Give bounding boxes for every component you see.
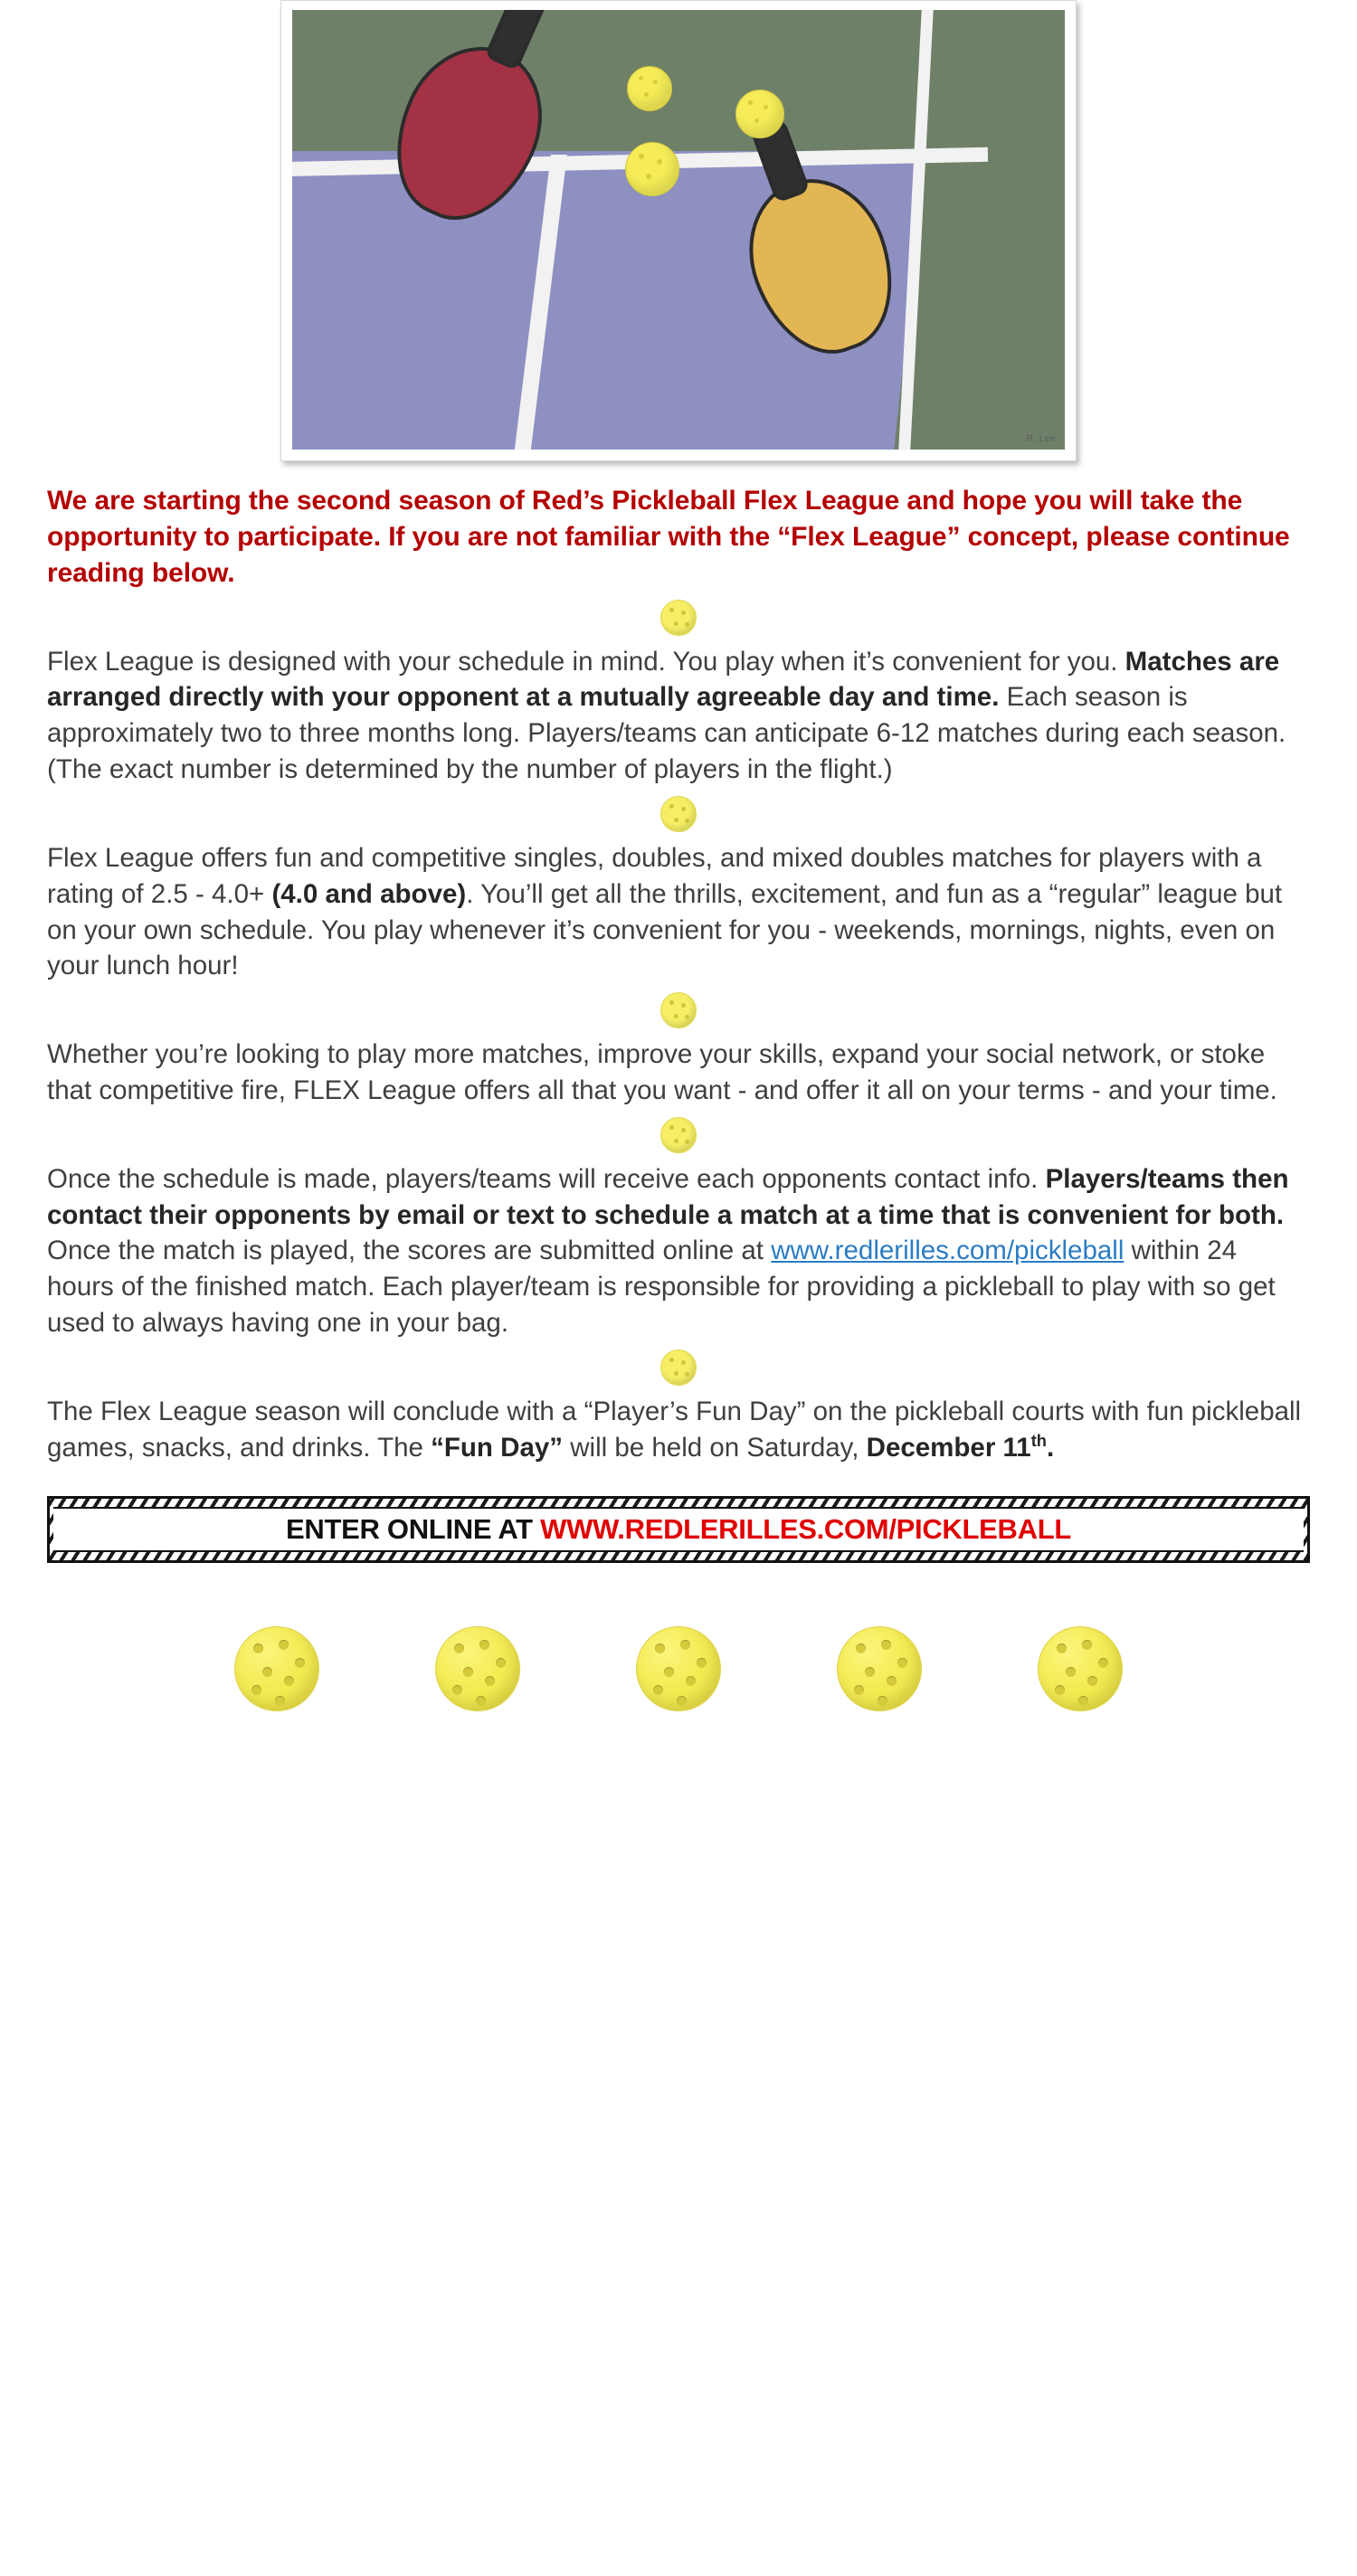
bottom-ball-row	[47, 1626, 1310, 1766]
banner-prefix: ENTER ONLINE AT	[286, 1513, 541, 1546]
court-green-right	[918, 10, 1065, 450]
body-text: The Flex League season will conclude with a “Player’s Fun Day” on the pickleball courts with fun pickleball games, snacks, and drinks. The	[47, 1396, 1302, 1463]
paragraph-4	[47, 1161, 1310, 1341]
body-text: within 24 hours of the finished match. Each player/team is responsible for providing a pickleball to play with so get used to always having one in your bag.	[47, 1236, 1276, 1339]
emphasis-text: “Fun Day”	[431, 1432, 564, 1463]
ball-icon	[735, 90, 784, 138]
paragraph-2	[47, 840, 1310, 984]
ball-icon	[627, 66, 672, 111]
body-text: Flex League offers fun and competitive singles, doubles, and mixed doubles matches for players with a rating of 2.5 - 4.0+	[47, 842, 1262, 909]
ball-icon	[625, 142, 679, 196]
enter-online-banner[interactable]	[47, 1496, 1310, 1563]
body-text: Flex League is designed with your schedule in mind. You play when it’s convenient for you.	[47, 646, 1125, 677]
ball-icon	[1038, 1626, 1123, 1711]
pickleball-photo-frame	[280, 0, 1077, 461]
separator-ball-3	[47, 984, 1310, 1037]
emphasis-text: .	[1046, 1432, 1055, 1463]
body-text: will be held on Saturday,	[563, 1432, 867, 1463]
ball-icon	[234, 1626, 319, 1711]
pickleball-court-illustration	[292, 10, 1065, 450]
separator-ball-2	[47, 788, 1310, 840]
paragraph-5	[47, 1394, 1310, 1466]
body-text: Each season is approximately two to three months long. Players/teams can anticipate 6-12 matches during each season. (The exact number is determined by the number of players in the flight.)	[47, 682, 1286, 785]
separator-ball-1	[47, 592, 1310, 644]
ordinal-suffix: th	[1030, 1430, 1047, 1450]
paragraph-3	[47, 1037, 1310, 1109]
banner-url: WWW.REDLERILLES.COM/PICKLEBALL	[540, 1513, 1071, 1546]
ball-icon	[837, 1626, 922, 1711]
body-text: Whether you’re looking to play more matches, improve your skills, expand your social network, or stoke that competitive fire, FLEX League offers all that you want - and offer it all on your terms - and your time.	[47, 1039, 1277, 1105]
body-text: Once the match is played, the scores are submitted online at	[47, 1236, 772, 1266]
ball-icon	[636, 1626, 721, 1711]
banner-text	[286, 1513, 1071, 1546]
separator-ball-5	[47, 1341, 1310, 1394]
hero-image-wrap	[47, 0, 1310, 461]
separator-ball-4	[47, 1109, 1310, 1161]
emphasis-text: December 11	[866, 1432, 1031, 1463]
ball-icon	[435, 1626, 520, 1711]
intro-paragraph: We are starting the second season of Red’s Pickleball Flex League and hope you will take the opportunity to participate. If you are not familiar with the “Flex League” concept, please continue reading below.	[47, 486, 1290, 588]
paragraph-1	[47, 644, 1310, 788]
body-text: . You’ll get all the thrills, excitement, and fun as a “regular” league but on your own schedule. You play whenever it’s convenient for you - weekends, mornings, nights, even on your lunch hour!	[47, 878, 1283, 981]
emphasis-text: Players/teams then contact their opponents by email or text to schedule a match at a time that is convenient for both.	[47, 1163, 1289, 1230]
pickleball-website-link[interactable]: www.redlerilles.com/pickleball	[771, 1236, 1125, 1266]
emphasis-text: (4.0 and above)	[271, 878, 467, 909]
emphasis-text: Matches are arranged directly with your opponent at a mutually agreeable day and time.	[47, 646, 1280, 713]
artist-signature: R. Lee	[1026, 434, 1056, 444]
body-text: Once the schedule is made, players/teams will receive each opponents contact info.	[47, 1163, 1046, 1194]
